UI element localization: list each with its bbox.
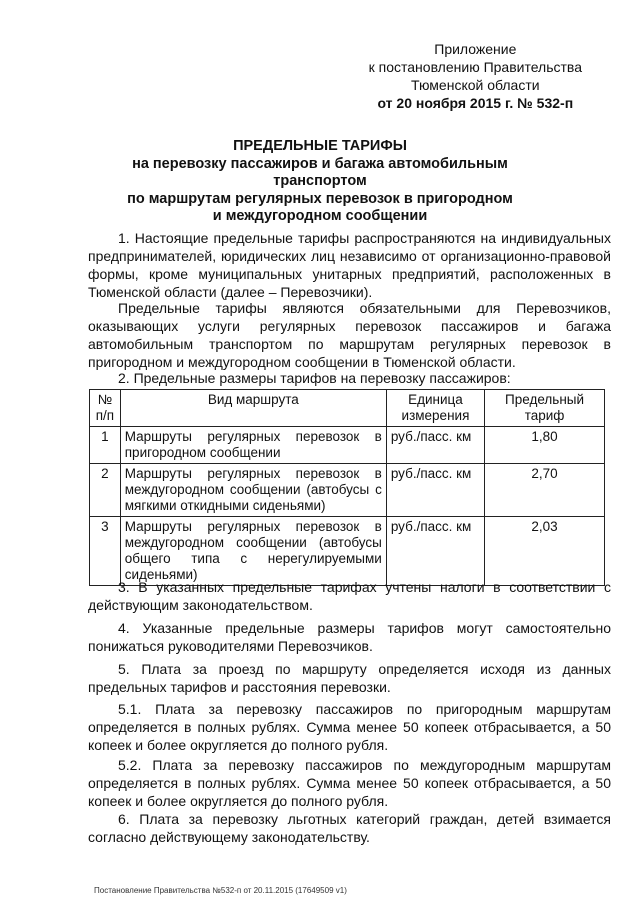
row-num: 1 [90, 427, 121, 464]
header-num: № п/п [90, 390, 121, 427]
paragraph-6 [88, 660, 611, 696]
paragraph-9-text: 6. Плата за перевозку льготных категорий граждан, детей взимается согласно действующему законодательству. [88, 811, 611, 845]
paragraph-9 [88, 810, 611, 846]
appendix-region: Тюменской области [411, 77, 540, 93]
tariffs-table [89, 389, 605, 586]
row-unit: руб./пасс. км [386, 464, 484, 517]
row-route: Маршруты регулярных перевозок в междугородном сообщении (автобусы общего типа с нерегулируемыми сиденьями) [120, 517, 386, 586]
title-line-2: на перевозку пассажиров и багажа автомобильным транспортом [132, 155, 508, 189]
appendix-ref: к постановлению Правительства [368, 59, 582, 75]
row-rate: 1,80 [485, 427, 605, 464]
header-route: Вид маршрута [120, 390, 386, 427]
table-row [90, 517, 605, 586]
paragraph-6-text: 5. Плата за проезд по маршруту определяется исходя из данных предельных тарифов и расстояния перевозки. [88, 661, 611, 695]
row-num: 3 [90, 517, 121, 586]
row-unit: руб./пасс. км [386, 427, 484, 464]
table-row [90, 427, 605, 464]
title-line-1: ПРЕДЕЛЬНЫЕ ТАРИФЫ [233, 138, 407, 154]
appendix-block [369, 40, 582, 112]
header-rate: Предельный тариф [485, 390, 605, 427]
paragraph-7 [88, 700, 611, 754]
paragraph-4 [88, 578, 611, 614]
paragraph-8-text: 5.2. Плата за перевозку пассажиров по междугородным маршрутам определяется в полных рублях. Сумма менее 50 копеек отбрасывается, а 50 копеек и более округляется до полного рубля. [88, 757, 611, 809]
paragraph-2-text: Предельные тарифы являются обязательными для Перевозчиков, оказывающих услуги регулярных перевозок пассажиров и багажа автомобильным транспортом по маршрутам регулярных перевозок в пригородном и междугородном сообщении в Тюменской области. [88, 300, 611, 370]
paragraph-8 [88, 756, 611, 810]
appendix-date-number: от 20 ноября 2015 г. № 532-п [377, 95, 574, 111]
paragraph-4-text: 3. В указанных предельные тарифах учтены налоги в соответствии с действующим законодательством. [88, 579, 611, 613]
paragraph-1-text: 1. Настоящие предельные тарифы распространяются на индивидуальных предпринимателей, юридических лиц независимо от организационно-правовой формы, кроме муниципальных унитарных предприятий, расположенных в Тюменской области (далее – Перевозчики). [88, 230, 611, 300]
paragraph-1 [88, 229, 611, 301]
row-rate: 2,03 [485, 517, 605, 586]
paragraph-5-text: 4. Указанные предельные размеры тарифов могут самостоятельно понижаться руководителями Перевозчиков. [88, 620, 611, 654]
paragraph-3 [88, 369, 611, 387]
document-footer: Постановление Правительства №532-п от 20.11.2015 (17649509 v1) [94, 886, 347, 895]
table-header-row [90, 390, 605, 427]
title-line-4: и междугородном сообщении [212, 208, 428, 224]
appendix-label: Приложение [434, 41, 517, 57]
row-unit: руб./пасс. км [386, 517, 484, 586]
document-title [90, 138, 550, 226]
row-route: Маршруты регулярных перевозок в междугородном сообщении (автобусы с мягкими откидными сиденьями) [120, 464, 386, 517]
title-line-3: по маршрутам регулярных перевозок в пригородном [127, 190, 513, 207]
row-num: 2 [90, 464, 121, 517]
paragraph-5 [88, 619, 611, 655]
row-rate: 2,70 [485, 464, 605, 517]
table-row [90, 464, 605, 517]
paragraph-3-text: 2. Предельные размеры тарифов на перевозку пассажиров: [118, 370, 511, 386]
paragraph-2 [88, 299, 611, 371]
header-unit: Единица измерения [386, 390, 484, 427]
paragraph-7-text: 5.1. Плата за перевозку пассажиров по пригородным маршрутам определяется в полных рублях. Сумма менее 50 копеек отбрасывается, а 50 копеек и более округляется до полного рубля. [88, 701, 611, 753]
row-route: Маршруты регулярных перевозок в пригородном сообщении [120, 427, 386, 464]
